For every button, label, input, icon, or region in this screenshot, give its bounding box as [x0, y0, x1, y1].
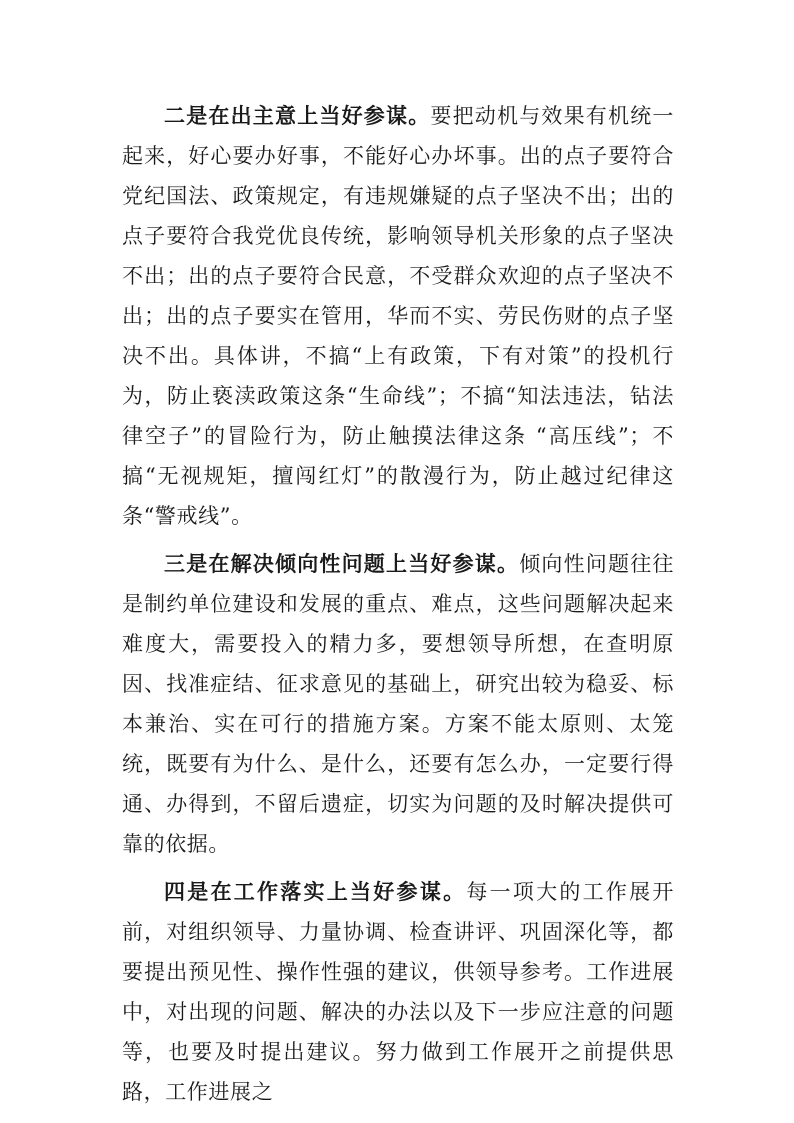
- paragraph-3-heading: 三是在解决倾向性问题上当好参谋。: [164, 551, 520, 576]
- paragraph-2: [122, 96, 674, 536]
- paragraph-4-body: 每一项大的工作展开前，对组织领导、力量协调、检查讲评、巩固深化等，都要提出预见性、操作性强的建议，供领导参考。工作进展中，对出现的问题、解决的办法以及下一步应注意的问题等，也要及时提出建议。努力做到工作展开之前提供思路，工作进展之: [122, 880, 674, 1104]
- document-page: [122, 96, 674, 1120]
- paragraph-4-heading: 四是在工作落实上当好参谋。: [164, 879, 467, 904]
- paragraph-2-body: 要把动机与效果有机统一起来，好心要办好事，不能好心办坏事。出的点子要符合党纪国法、政策规定，有违规嫌疑的点子坚决不出；出的点子要符合我党优良传统，影响领导机关形象的点子坚决不出；出的点子要符合民意，不受群众欢迎的点子坚决不出；出的点子要实在管用，华而不实、劳民伤财的点子坚决不出。具体讲，不搞“上有政策，下有对策”的投机行为，防止亵渎政策这条“生命线”；不搞“知法违法，钻法律空子”的冒险行为，防止触摸法律这条 “高压线”；不搞“无视规矩，擅闯红灯”的散漫行为，防止越过纪律这条“警戒线”。: [122, 104, 674, 528]
- paragraph-3-body: 倾向性问题往往是制约单位建设和发展的重点、难点，这些问题解决起来难度大，需要投入的精力多，要想领导所想，在查明原因、找准症结、征求意见的基础上，研究出较为稳妥、标本兼治、实在可行的措施方案。方案不能太原则、太笼统，既要有为什么、是什么，还要有怎么办，一定要行得通、办得到，不留后遗症，切实为问题的及时解决提供可靠的依据。: [122, 552, 674, 856]
- paragraph-4: [122, 872, 674, 1112]
- paragraph-2-heading: 二是在出主意上当好参谋。: [164, 103, 431, 128]
- paragraph-3: [122, 544, 674, 864]
